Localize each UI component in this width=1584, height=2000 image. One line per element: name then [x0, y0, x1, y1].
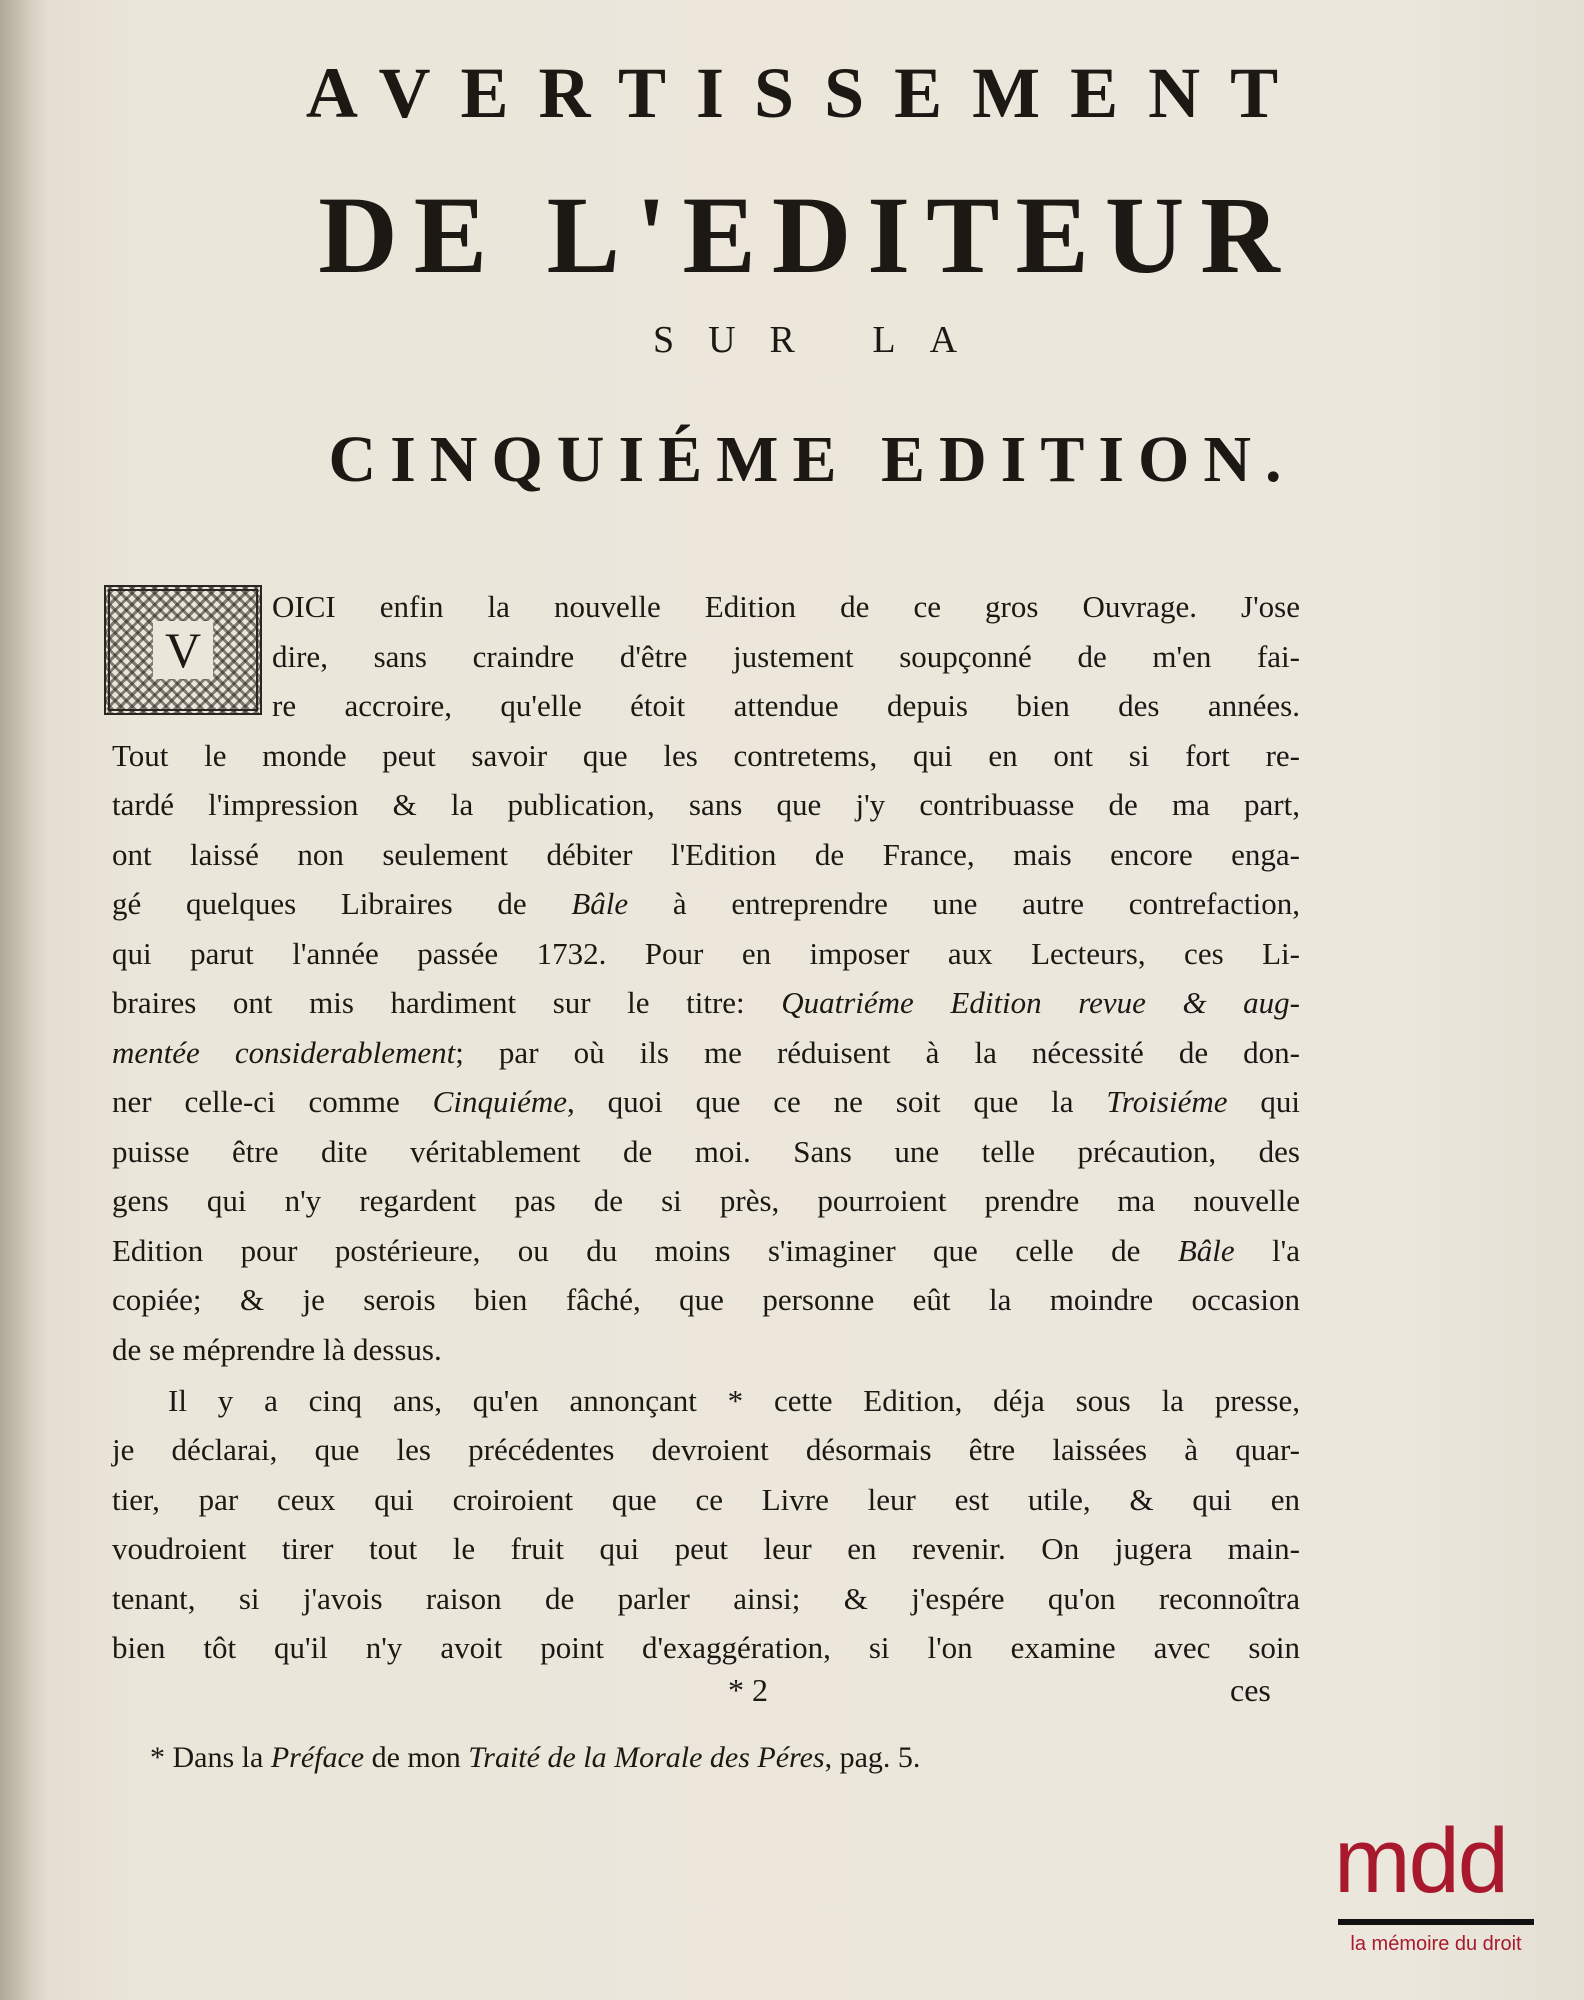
italic-title-quote: Quatriéme Edition revue & aug-	[781, 985, 1301, 1020]
paragraph2-line: tenant, si j'avois raison de parler ainsi; & j'espére qu'on reconnoîtra	[112, 1581, 1300, 1616]
footnote-text: * Dans la	[150, 1741, 271, 1774]
paragraph1-line: OICI enfin la nouvelle Edition de ce gros Ouvrage. J'ose	[272, 589, 1300, 624]
paragraph1-line	[112, 879, 1300, 929]
paragraph1-line: Tout le monde peut savoir que les contretems, qui en ont si fort re-	[112, 738, 1300, 773]
paragraph1-line: gens qui n'y regardent pas de si près, pourroient prendre ma nouvelle	[112, 1183, 1300, 1218]
paragraph1-line: re accroire, qu'elle étoit attendue depuis bien des années.	[272, 688, 1300, 723]
paragraph1-line: tardé l'impression & la publication, sans que j'y contribuasse de ma part,	[112, 787, 1300, 822]
ornamental-dropcap	[104, 585, 262, 715]
paragraph1-line: ont laissé non seulement débiter l'Edition de France, mais encore enga-	[112, 837, 1300, 872]
italic-edition-word: Troisiéme	[1106, 1084, 1228, 1119]
text-span: braires ont mis hardiment sur le titre:	[112, 985, 782, 1020]
paragraph2-line: Il y a cinq ans, qu'en annonçant * cette Edition, déja sous la presse,	[168, 1383, 1300, 1418]
heading-cinquieme-edition: CINQUIÉME EDITION.	[328, 423, 1296, 496]
text-span: qui	[1227, 1084, 1300, 1119]
text-span: , quoi que ce ne soit que la	[566, 1084, 1107, 1119]
italic-edition-word: Cinquiéme	[432, 1084, 567, 1119]
paragraph2-line: bien tôt qu'il n'y avoit point d'exaggération, si l'on examine avec soin	[112, 1630, 1300, 1665]
text-span: gé quelques Libraires de	[112, 886, 572, 921]
text-span: ner celle-ci comme	[112, 1084, 433, 1119]
logo-mark: mdd	[1334, 1810, 1507, 1912]
dropcap-letter: V	[153, 621, 213, 679]
logo-tagline: la mémoire du droit	[1350, 1933, 1522, 1955]
signature-mark: * 2	[728, 1672, 768, 1708]
logo-divider	[1338, 1919, 1534, 1925]
paragraph1-line: puisse être dite véritablement de moi. Sans une telle précaution, des	[112, 1134, 1300, 1169]
text-span: l'a	[1234, 1233, 1300, 1268]
footnote-text: de mon	[364, 1741, 469, 1774]
footnote-italic: Préface	[270, 1741, 365, 1774]
text-span: à entreprendre une autre contrefaction,	[628, 886, 1300, 921]
paragraph1-line	[112, 978, 1300, 1028]
text-span: ; par où ils me réduisent à la nécessité de don-	[455, 1035, 1301, 1070]
heading-avertissement: AVERTISSEMENT	[305, 53, 1309, 133]
paragraph1-line: copiée; & je serois bien fâché, que personne eût la moindre occasion	[112, 1282, 1300, 1317]
footnote-text: , pag. 5.	[824, 1741, 921, 1774]
paragraph1-line: de se méprendre là dessus.	[112, 1332, 442, 1367]
catchword: ces	[1230, 1672, 1271, 1708]
italic-title-quote: mentée considerablement	[112, 1035, 456, 1070]
italic-place-name: Bâle	[1177, 1233, 1235, 1268]
paragraph1-line	[112, 1077, 1300, 1127]
italic-place-name: Bâle	[571, 886, 629, 921]
paragraph2-line: tier, par ceux qui croiroient que ce Livre leur est utile, & qui en	[112, 1482, 1300, 1517]
paragraph1-line: dire, sans craindre d'être justement soupçonné de m'en fai-	[272, 639, 1300, 674]
paragraph1-line: qui parut l'année passée 1732. Pour en imposer aux Lecteurs, ces Li-	[112, 936, 1300, 971]
paragraph1-line	[112, 1028, 1300, 1078]
text-span: Edition pour postérieure, ou du moins s'imaginer que celle de	[112, 1233, 1178, 1268]
paragraph2-line: voudroient tirer tout le fruit qui peut leur en revenir. On jugera main-	[112, 1531, 1300, 1566]
paragraph1-line	[112, 1226, 1300, 1276]
heading-sur-la: SUR LA	[652, 319, 992, 361]
page-fold-shadow	[0, 0, 48, 2000]
mdd-logo	[1326, 1810, 1546, 1975]
heading-editeur: DE L'EDITEUR	[318, 174, 1296, 296]
footnote-italic: Traité de la Morale des Péres	[468, 1741, 825, 1774]
paragraph2-line: je déclarai, que les précédentes devroient désormais être laissées à quar-	[112, 1432, 1300, 1467]
footnote	[150, 1741, 920, 1775]
